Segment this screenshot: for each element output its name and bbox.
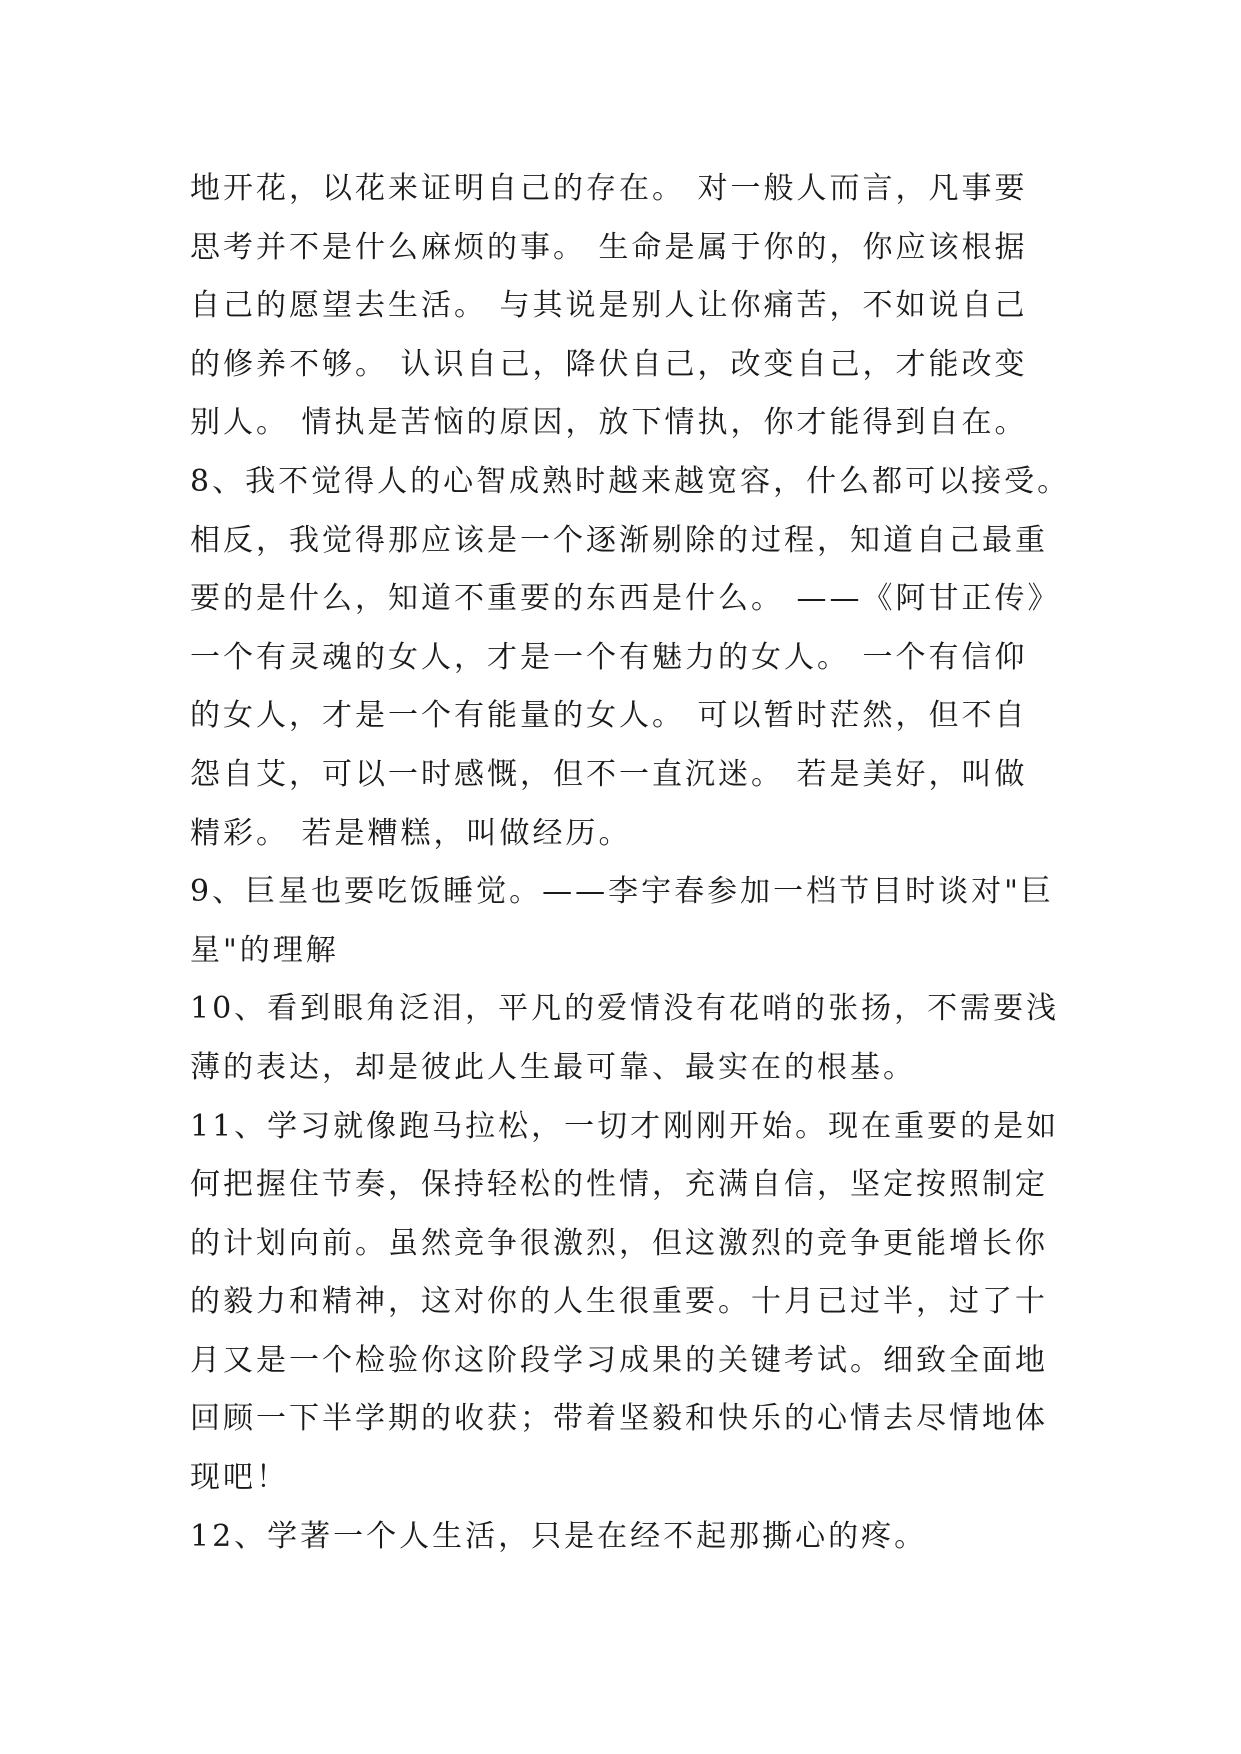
text-line: 11、学习就像跑马拉松，一切才刚刚开始。现在重要的是如 (190, 1108, 1060, 1144)
document-body (190, 160, 1071, 1566)
text-line: 一个有灵魂的女人，才是一个有魅力的女人。 一个有信仰 (190, 639, 1028, 675)
text-line: 现吧！ (190, 1460, 289, 1496)
text-line: 别人。 情执是苦恼的原因，放下情执，你才能得到自在。 (190, 405, 1028, 441)
text-line: 回顾一下半学期的收获；带着坚毅和快乐的心情去尽情地体 (190, 1401, 1048, 1437)
text-line: 9、巨星也要吃饭睡觉。——李宇春参加一档节目时谈对"巨 (190, 874, 1054, 910)
text-line: 8、我不觉得人的心智成熟时越来越宽容，什么都可以接受。 (190, 463, 1071, 499)
text-line: 地开花，以花来证明自己的存在。 对一般人而言，凡事要 (190, 171, 1028, 206)
text-line: 的女人，才是一个有能量的女人。 可以暂时茫然，但不自 (190, 698, 1028, 734)
text-line: 星"的理解 (190, 932, 339, 968)
text-line: 的修养不够。 认识自己，降伏自己，改变自己，才能改变 (190, 346, 1028, 382)
text-line: 相反，我觉得那应该是一个逐渐剔除的过程，知道自己最重 (190, 522, 1048, 558)
text-line: 月又是一个检验你这阶段学习成果的关键考试。细致全面地 (190, 1342, 1048, 1378)
text-line: 精彩。 若是糟糕，叫做经历。 (190, 815, 632, 851)
text-line: 思考并不是什么麻烦的事。 生命是属于你的，你应该根据 (190, 229, 1028, 265)
text-line: 的毅力和精神，这对你的人生很重要。十月已过半，过了十 (190, 1284, 1048, 1320)
text-line: 12、学著一个人生活，只是在经不起那撕心的疼。 (190, 1518, 928, 1554)
text-line: 薄的表达，却是彼此人生最可靠、最实在的根基。 (190, 1049, 916, 1085)
text-line: 10、看到眼角泛泪，平凡的爱情没有花哨的张扬，不需要浅 (190, 991, 1060, 1027)
text-line: 怨自艾，可以一时感慨，但不一直沉迷。 若是美好，叫做 (190, 756, 1028, 792)
text-line: 的计划向前。虽然竞争很激烈，但这激烈的竞争更能增长你 (190, 1225, 1048, 1261)
text-line: 要的是什么，知道不重要的东西是什么。 ——《阿甘正传》 (190, 581, 1061, 617)
text-line: 何把握住节奏，保持轻松的性情，充满自信，坚定按照制定 (190, 1167, 1048, 1203)
text-line: 自己的愿望去生活。 与其说是别人让你痛苦，不如说自己 (190, 288, 1028, 324)
